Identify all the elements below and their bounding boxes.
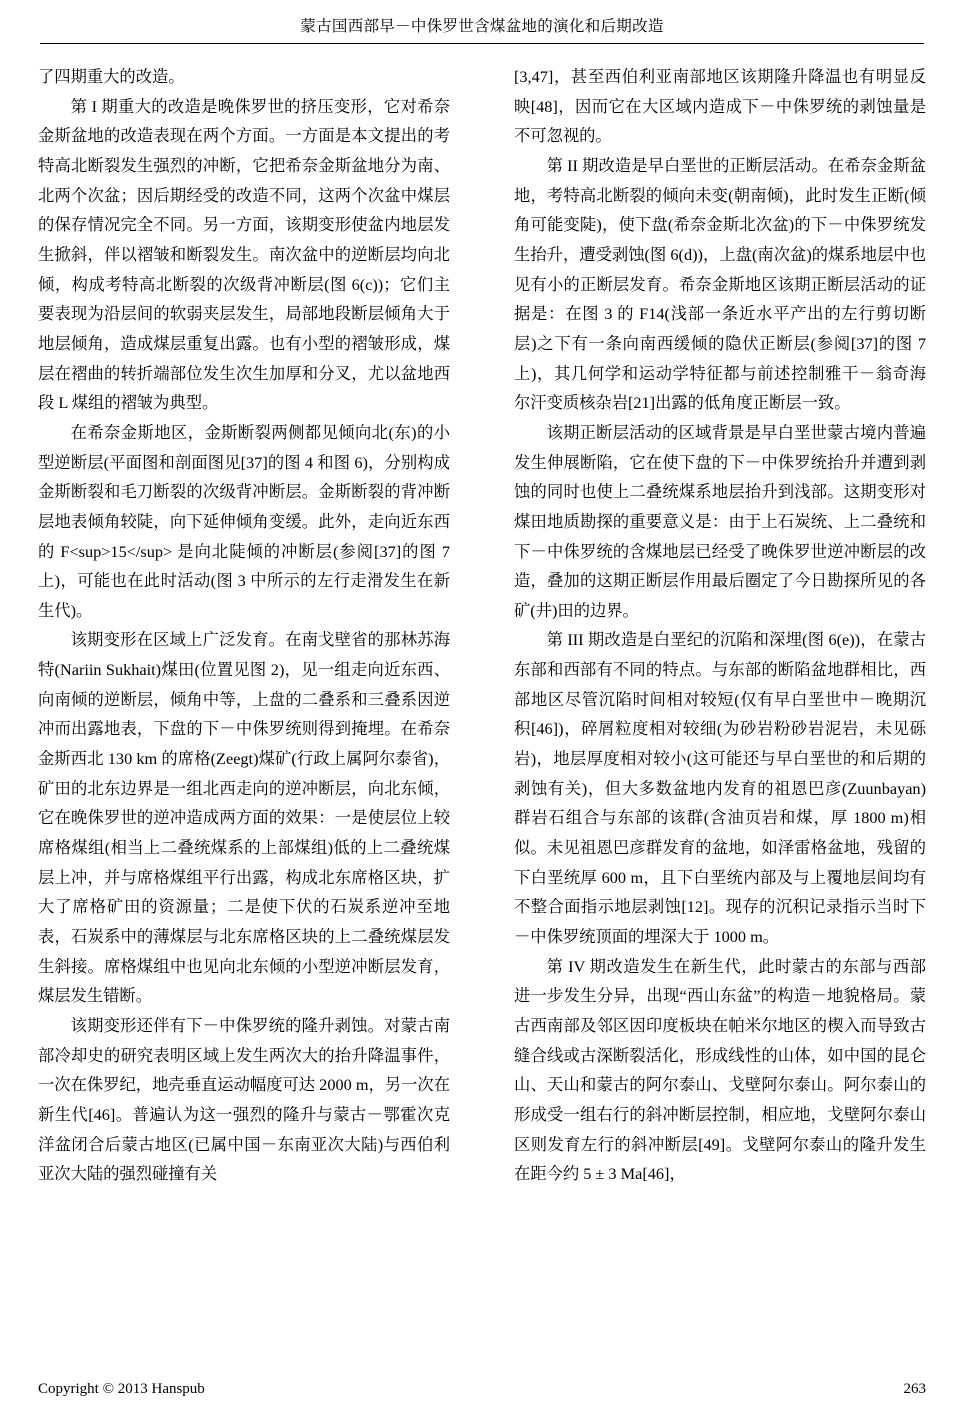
running-head: 蒙古国西部早－中侏罗世含煤盆地的演化和后期改造 [40, 14, 924, 44]
copyright-notice: Copyright © 2013 Hanspub [38, 1381, 205, 1397]
paragraph: 在希奈金斯地区，金斯断裂两侧都见倾向北(东)的小型逆断层(平面图和剖面图见[37]的图 4 和图 6)，分别构成金斯断裂和毛刀断裂的次级背冲断层。金斯断裂的背冲断层地表倾角较陡，向下延伸倾角变缓。此外，走向近东西的 F<sup>15</sup> 是向北陡倾的冲断层(参阅[37]的图 7 上)，可能也在此时活动(图 3 中所示的左行走滑发生在新生代)。 [38, 422, 450, 620]
page-footer [38, 1381, 926, 1398]
right-column [514, 62, 926, 1189]
left-column [38, 62, 450, 1189]
paragraph: 第 II 期改造是早白垩世的正断层活动。在希奈金斯盆地，考特高北断裂的倾向未变(朝南倾)，此时发生正断(倾角可能变陡)，使下盘(希奈金斯北次盆)的下－中侏罗统发生抬升，遭受剥蚀(图 6(d))，上盘(南次盆)的煤系地层中也见有小的正断层发育。希奈金斯地区该期正断层活动的证据是：在图 3 的 F14(浅部一条近水平产出的左行剪切断层)之下有一条向南西缓倾的隐伏正断层(参阅[37]的图 7 上)，其几何学和运动学特征都与前述控制雅干－翁奇海尔汗变质核杂岩[21]出露的低角度正断层一致。 [514, 155, 926, 413]
paragraph: 了四期重大的改造。 [38, 67, 185, 86]
page-number: 263 [903, 1381, 926, 1397]
paragraph: 第 IV 期改造发生在新生代，此时蒙古的东部与西部进一步发生分异，出现“西山东盆”的构造－地貌格局。蒙古西南部及邻区因印度板块在帕米尔地区的楔入而导致古缝合线或古深断裂活化，形成线性的山体，如中国的昆仑山、天山和蒙古的阿尔泰山、戈壁阿尔泰山。阿尔泰山的形成受一组右行的斜冲断层控制，相应地，戈壁阿尔泰山区则发育左行的斜冲断层[49]。戈壁阿尔泰山的隆升发生在距今约 5 ± 3 Ma[46]， [514, 956, 926, 1184]
paragraph: [3,47]，甚至西伯利亚南部地区该期隆升降温也有明显反映[48]，因而它在大区域内造成下－中侏罗统的剥蚀量是不可忽视的。 [514, 67, 926, 146]
paragraph: 该期变形还伴有下－中侏罗统的隆升剥蚀。对蒙古南部冷却史的研究表明区域上发生两次大的抬升降温事件，一次在侏罗纪，地壳垂直运动幅度可达 2000 m，另一次在新生代[46]。普遍认为这一强烈的隆升与蒙古－鄂霍次克洋盆闭合后蒙古地区(已属中国－东南亚次大陆)与西伯利亚次大陆的强烈碰撞有关 [38, 1016, 450, 1184]
paragraph: 第 III 期改造是白垩纪的沉陷和深埋(图 6(e))，在蒙古东部和西部有不同的特点。与东部的断陷盆地群相比，西部地区尽管沉陷时间相对较短(仅有早白垩世中－晚期沉积[46])，碎屑粒度相对较细(为砂岩粉砂岩泥岩，未见砾岩)，地层厚度相对较小(这可能还与早白垩世的和后期的剥蚀有关)，但大多数盆地内发育的祖恩巴彦(Zuunbayan)群岩石组合与东部的该群(含油页岩和煤，厚 1800 m)相似。未见祖恩巴彦群发育的盆地，如泽雷格盆地，残留的下白垩统厚 600 m，且下白垩统内部及与上覆地层间均有不整合面指示地层剥蚀[12]。现存的沉积记录指示当时下－中侏罗统顶面的埋深大于 1000 m。 [514, 630, 926, 947]
paragraph: 该期变形在区域上广泛发育。在南戈壁省的那林苏海特(Nariin Sukhait)煤田(位置见图 2)，见一组走向近东西、向南倾的逆断层，倾角中等，上盘的二叠系和三叠系因逆冲而出露地表，下盘的下－中侏罗统则得到掩埋。在希奈金斯西北 130 km 的席格(Zeegt)煤矿(行政上属阿尔泰省)，矿田的北东边界是一组北西走向的逆冲断层，向北东倾，它在晚侏罗世的逆冲造成两方面的效果：一是使层位上较席格煤组(相当上二叠统煤系的上部煤组)低的上二叠统煤层上冲，并与席格煤组平行出露，构成北东席格区块，扩大了席格矿田的资源量；二是使下伏的石炭系逆冲至地表，石炭系中的薄煤层与北东席格区块的上二叠统煤层发生斜接。席格煤组中也见向北东倾的小型逆冲断层发育，煤层发生错断。 [38, 630, 450, 1006]
paragraph: 第 I 期重大的改造是晚侏罗世的挤压变形，它对希奈金斯盆地的改造表现在两个方面。一方面是本文提出的考特高北断裂发生强烈的冲断，它把希奈金斯盆地分为南、北两个次盆；因后期经受的改造不同，这两个次盆中煤层的保存情况完全不同。另一方面，该期变形使盆内地层发生掀斜，伴以褶皱和断裂发生。南次盆中的逆断层均向北倾，构成考特高北断裂的次级背冲断层(图 6(c))；它们主要表现为沿层间的软弱夹层发生，局部地段断层倾角大于地层倾角，造成煤层重复出露。也有小型的褶皱形成，煤层在褶曲的转折端部位发生次生加厚和分叉，尤以盆地西段 L 煤组的褶皱为典型。 [38, 96, 450, 413]
paragraph: 该期正断层活动的区域背景是早白垩世蒙古境内普遍发生伸展断陷，它在使下盘的下－中侏罗统抬升并遭到剥蚀的同时也使上二叠统煤系地层抬升到浅部。这期变形对煤田地质勘探的重要意义是：由于上石炭统、上二叠统和下－中侏罗统的含煤地层已经受了晚侏罗世逆冲断层的改造，叠加的这期正断层作用最后圈定了今日勘探所见的各矿(井)田的边界。 [514, 422, 926, 620]
two-column-body [38, 62, 926, 1189]
